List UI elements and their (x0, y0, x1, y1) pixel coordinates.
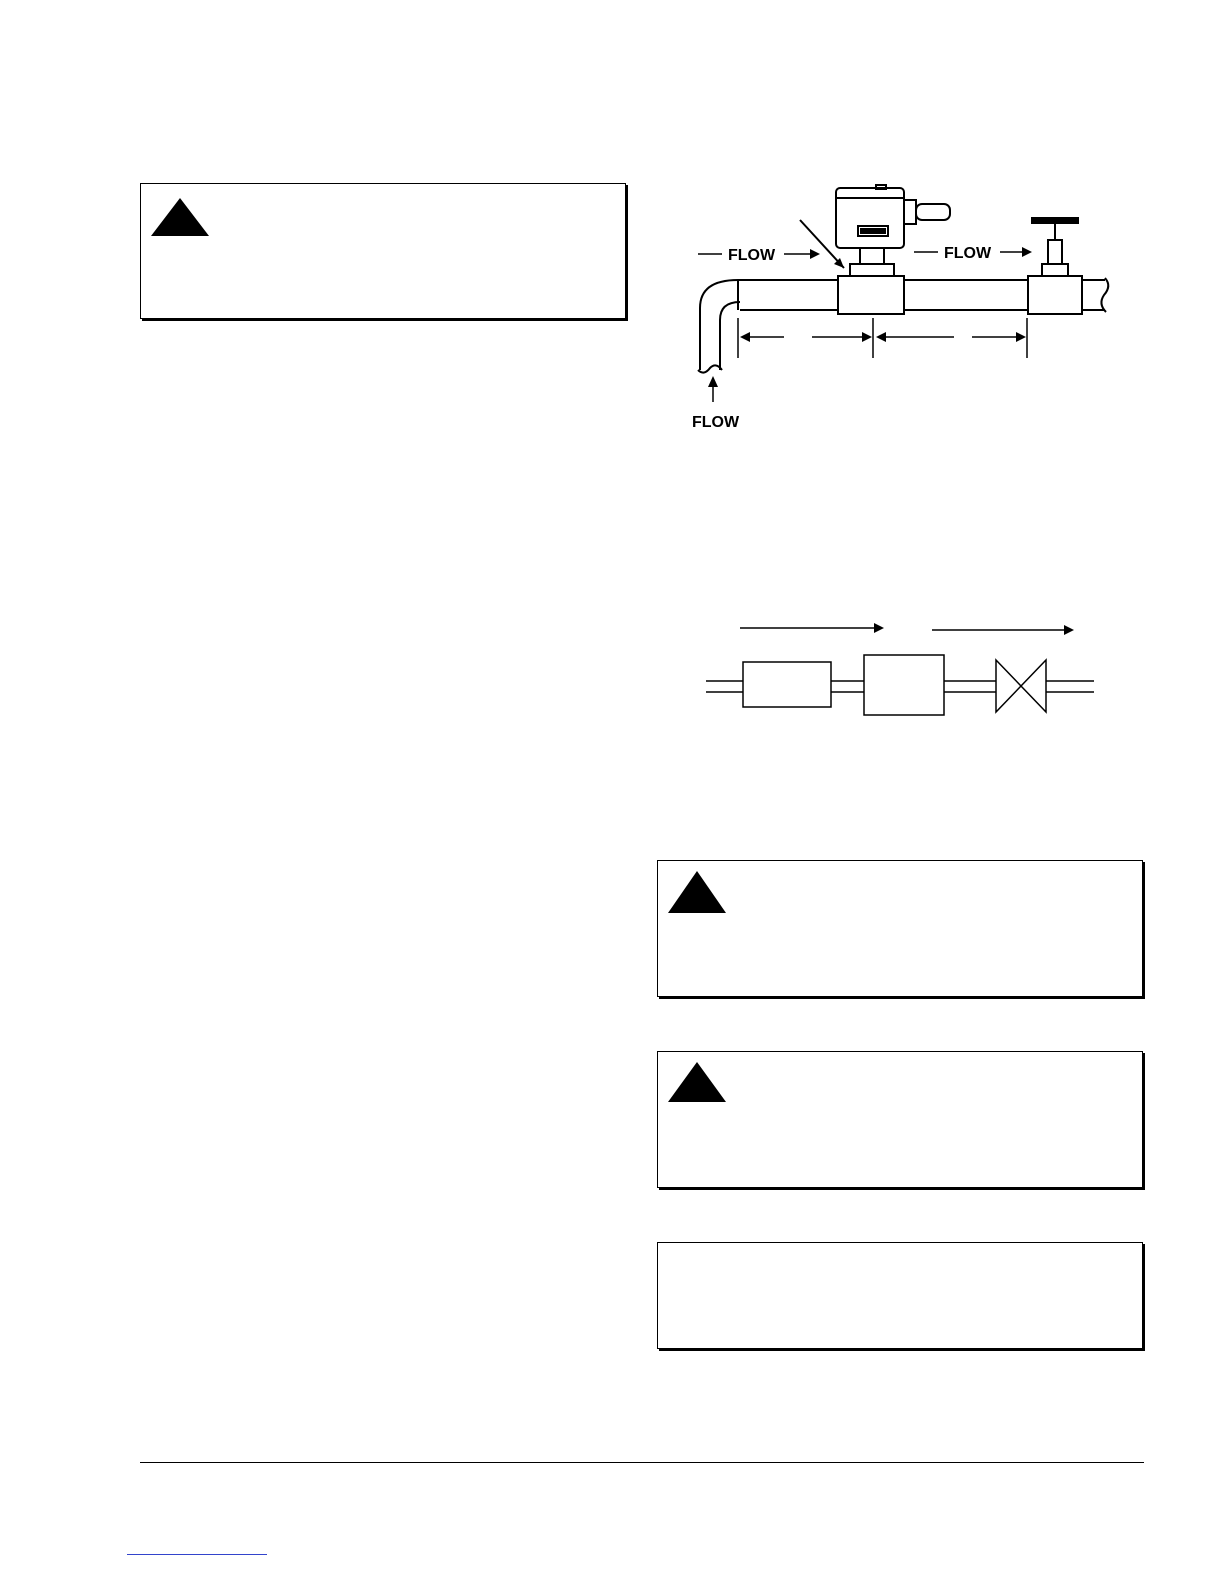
flow-label-left: FLOW (728, 247, 776, 264)
flow-arrowhead-right (1022, 247, 1032, 257)
warning-box-1 (140, 183, 626, 319)
schematic-valve (996, 660, 1046, 712)
conduit-fitting (904, 200, 916, 224)
tee-neck (850, 264, 894, 276)
warning-box-3 (657, 1051, 1143, 1188)
warning-triangle-icon (668, 871, 726, 913)
warning-triangle-icon (151, 198, 209, 236)
notice-box (657, 1242, 1143, 1349)
footer-link-underline[interactable] (127, 1554, 267, 1555)
flow-arrowhead-left (810, 249, 820, 259)
valve-body (1028, 276, 1082, 314)
tee-fitting (838, 276, 904, 314)
flow-label-bottom: FLOW (692, 414, 740, 431)
flow-label-right: FLOW (944, 245, 992, 262)
schematic-block-2 (864, 655, 944, 715)
pipe-break-right (1101, 278, 1108, 312)
footer-rule (140, 1462, 1144, 1463)
flow-schematic-figure (700, 615, 1100, 720)
warning-triangle-icon (668, 1062, 726, 1102)
warning-box-2 (657, 860, 1143, 997)
schematic-block-1 (743, 662, 831, 707)
pipe-break-bottom (698, 365, 722, 372)
valve-handwheel (1032, 218, 1078, 223)
flow-arrowhead-up (708, 376, 718, 387)
switch-stem (860, 248, 884, 264)
pipe-installation-figure (680, 180, 1120, 440)
